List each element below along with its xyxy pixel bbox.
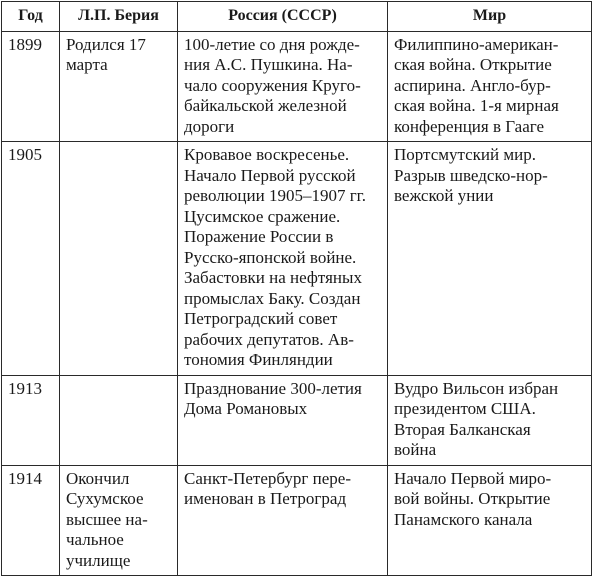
cell-beria: Окончил Сухумское высшее на- чальное училище: [60, 465, 178, 576]
header-year: Год: [2, 2, 60, 32]
cell-world: Портсмутский мир. Разрыв шведско-нор- вежской унии: [388, 142, 592, 376]
table-row: [2, 142, 592, 376]
cell-russia: Празднование 300-летия Дома Романовых: [178, 375, 388, 465]
header-world: Мир: [388, 2, 592, 32]
cell-russia: 100-летие со дня рожде- ния А.С. Пушкина. На- чало сооружения Круго- байкальской железной дороги: [178, 31, 388, 142]
chronology-table: [1, 1, 592, 576]
cell-year: 1899: [2, 31, 60, 142]
cell-beria: [60, 375, 178, 465]
table-header-row: [2, 2, 592, 32]
cell-russia: Кровавое воскресенье. Начало Первой русской революции 1905–1907 гг. Цусимское сражение. Поражение России в Русско-японской войне. Забастовки на нефтяных промыслах Баку. Создан Петроградский совет рабочих депутатов. Ав- тономия Финляндии: [178, 142, 388, 376]
cell-year: 1914: [2, 465, 60, 576]
table-row: [2, 31, 592, 142]
cell-year: 1905: [2, 142, 60, 376]
cell-world: Начало Первой миро- вой войны. Открытие Панамского канала: [388, 465, 592, 576]
cell-russia: Санкт-Петербург пере- именован в Петроград: [178, 465, 388, 576]
cell-beria: [60, 142, 178, 376]
table-row: [2, 375, 592, 465]
table-row: [2, 465, 592, 576]
header-beria: Л.П. Берия: [60, 2, 178, 32]
cell-world: Вудро Вильсон избран президентом США. Вторая Балканская война: [388, 375, 592, 465]
cell-world: Филиппино-американ- ская война. Открытие аспирина. Англо-бур- ская война. 1-я мирная конференция в Гааге: [388, 31, 592, 142]
cell-year: 1913: [2, 375, 60, 465]
header-russia: Россия (СССР): [178, 2, 388, 32]
cell-beria: Родился 17 марта: [60, 31, 178, 142]
